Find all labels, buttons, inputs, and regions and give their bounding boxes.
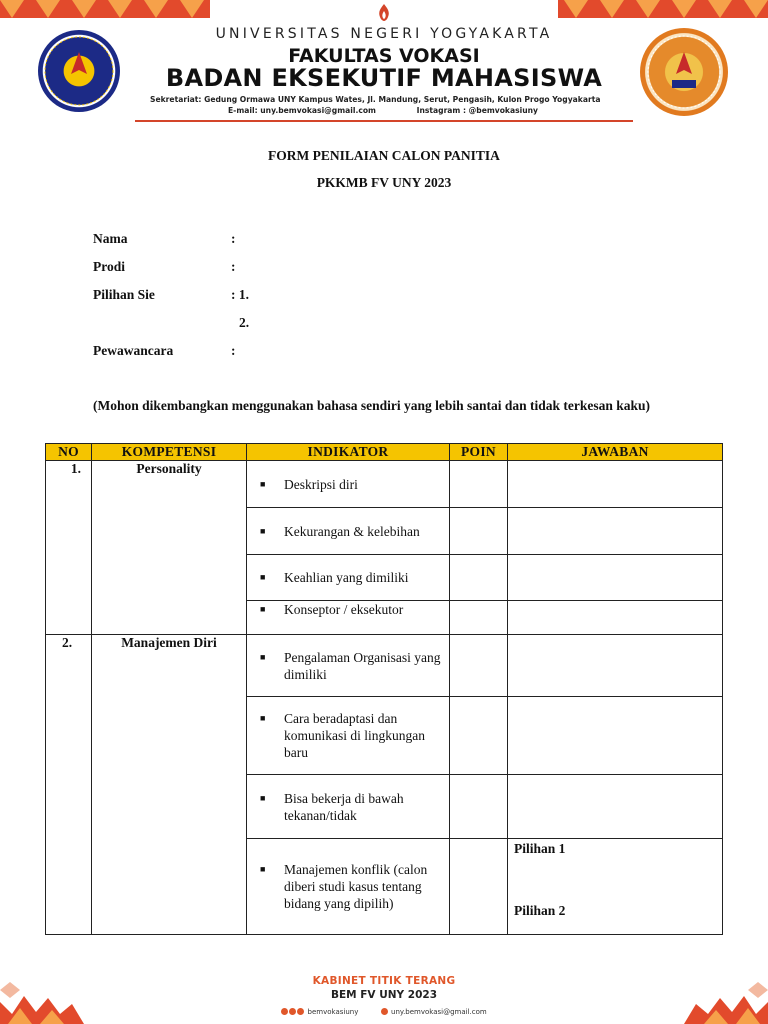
bullet-icon: ■ <box>260 478 266 489</box>
organization-name: BADAN EKSEKUTIF MAHASISWA <box>165 64 603 92</box>
jawaban-cell[interactable] <box>508 555 723 601</box>
instagram-text: Instagram : @bemvokasiuny <box>416 106 538 115</box>
field-value: : <box>231 231 236 246</box>
jawaban-cell[interactable] <box>508 697 723 775</box>
poin-cell[interactable] <box>450 508 508 555</box>
table-row <box>46 461 723 508</box>
indicator-text: Pengalaman Organisasi yang dimiliki <box>284 649 441 682</box>
poin-cell[interactable] <box>450 555 508 601</box>
email-text: E-mail: uny.bemvokasi@gmail.com <box>228 106 376 115</box>
header-jawaban: JAWABAN <box>508 444 723 461</box>
university-name <box>0 26 768 42</box>
bullet-icon: ■ <box>260 864 266 874</box>
indicator-text: Kekurangan & kelebihan <box>284 523 420 539</box>
form-title: FORM PENILAIAN CALON PANITIA <box>268 148 500 163</box>
competency-name: Manajemen Diri <box>92 635 247 935</box>
competency-name: Personality <box>92 461 247 635</box>
secretariat-address: Sekretariat: Gedung Ormawa UNY Kampus Wates, Jl. Mandung, Serut, Pengasih, Kulon Progo Yogyakarta <box>150 95 601 104</box>
field-value: : <box>231 343 236 358</box>
indicator-text: Konseptor / eksekutor <box>284 602 404 617</box>
indicator-cell <box>247 601 450 635</box>
header-no: NO <box>46 444 92 461</box>
bullet-icon: ■ <box>260 572 266 582</box>
jawaban-cell[interactable] <box>508 635 723 697</box>
poin-cell[interactable] <box>450 635 508 697</box>
assessment-table <box>45 443 723 935</box>
social-links <box>0 1008 768 1016</box>
indicator-text: Deskripsi diri <box>284 476 358 492</box>
social-handle[interactable]: bemvokasiuny <box>307 1008 359 1016</box>
tiktok-icon <box>297 1008 304 1015</box>
instagram-icon <box>281 1008 288 1015</box>
header-poin: POIN <box>450 444 508 461</box>
indicator-cell <box>247 839 450 935</box>
field-value: : <box>231 259 236 274</box>
section-number: 1. <box>46 461 92 635</box>
indicator-cell <box>247 635 450 697</box>
cabinet-name: KABINET TITIK TERANG <box>312 975 456 987</box>
indicator-text: Manajemen konflik (calon diberi studi kasus tentang bidang yang dipilih) <box>284 862 428 911</box>
faculty-name: FAKULTAS VOKASI <box>288 45 480 67</box>
social-email[interactable]: uny.bemvokasi@gmail.com <box>391 1008 487 1016</box>
jawaban-cell[interactable] <box>508 508 723 555</box>
field-label: Prodi <box>93 259 126 274</box>
indicator-cell <box>247 555 450 601</box>
answer-choice-1: Pilihan 1 <box>514 841 566 856</box>
jawaban-cell[interactable] <box>508 601 723 635</box>
field-value: : 1. <box>231 287 249 302</box>
indicator-cell <box>247 697 450 775</box>
instruction-note: (Mohon dikembangkan menggunakan bahasa sendiri yang lebih santai dan tidak terkesan kaku) <box>93 398 651 413</box>
jawaban-cell[interactable] <box>508 839 723 935</box>
email-icon <box>381 1008 388 1015</box>
flame-icon <box>376 3 392 23</box>
header-divider <box>135 120 633 122</box>
table-row <box>46 635 723 697</box>
bullet-icon: ■ <box>260 525 266 536</box>
table-header-row <box>46 444 723 461</box>
footer-org: BEM FV UNY 2023 <box>330 989 438 1001</box>
jawaban-cell[interactable] <box>508 461 723 508</box>
bullet-icon: ■ <box>260 604 266 614</box>
form-subtitle: PKKMB FV UNY 2023 <box>316 175 452 190</box>
poin-cell[interactable] <box>450 697 508 775</box>
header-kompetensi: KOMPETENSI <box>92 444 247 461</box>
indicator-cell <box>247 508 450 555</box>
indicator-text: Cara beradaptasi dan komunikasi di lingkungan baru <box>284 711 425 760</box>
poin-cell[interactable] <box>450 461 508 508</box>
answer-choice-2: Pilihan 2 <box>514 903 566 918</box>
poin-cell[interactable] <box>450 839 508 935</box>
indicator-text: Bisa bekerja di bawah tekanan/tidak <box>284 790 404 823</box>
field-label: Nama <box>93 231 128 246</box>
field-label: Pewawancara <box>93 343 174 358</box>
bullet-icon: ■ <box>260 713 266 723</box>
header-indikator: INDIKATOR <box>247 444 450 461</box>
university-name-text: UNIVERSITAS NEGERI YOGYAKARTA <box>215 26 553 42</box>
youtube-icon <box>289 1008 296 1015</box>
field-value: 2. <box>239 315 250 330</box>
bullet-icon: ■ <box>260 792 266 803</box>
contact-line <box>228 106 576 115</box>
indicator-cell <box>247 775 450 839</box>
poin-cell[interactable] <box>450 601 508 635</box>
jawaban-cell[interactable] <box>508 775 723 839</box>
poin-cell[interactable] <box>450 775 508 839</box>
indicator-text: Keahlian yang dimiliki <box>284 570 409 585</box>
field-label: Pilihan Sie <box>93 287 155 302</box>
bullet-icon: ■ <box>260 651 266 662</box>
section-number: 2. <box>46 635 92 935</box>
indicator-cell <box>247 461 450 508</box>
